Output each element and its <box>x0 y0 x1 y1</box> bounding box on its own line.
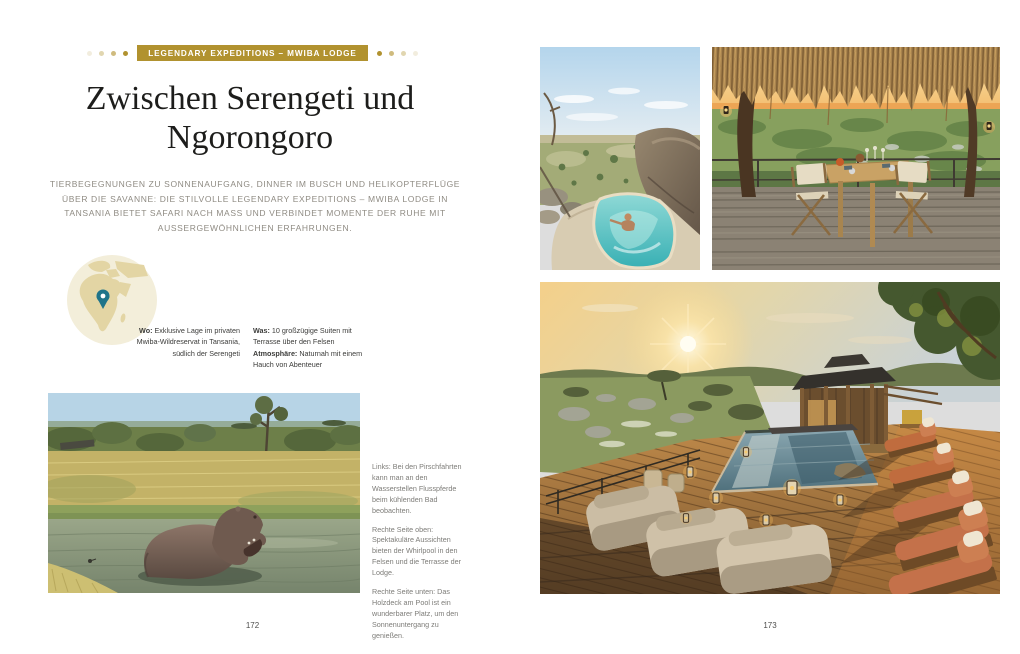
photo-whirlpool-rocks <box>540 47 700 270</box>
fact-what-text: 10 großzügige Suiten mit Terrasse über den Felsen <box>253 326 352 347</box>
dot-icon <box>389 51 394 56</box>
fact-where <box>122 325 240 359</box>
fact-what <box>253 325 371 370</box>
page-number-left: 172 <box>245 621 260 630</box>
article-title <box>20 79 480 157</box>
photo-dining-terrace <box>712 47 1000 270</box>
kicker-dots-right <box>377 51 418 56</box>
fact-what-label: Was: <box>253 326 270 335</box>
dot-icon <box>413 51 418 56</box>
photo-hippo-waterhole <box>48 393 360 593</box>
intro-paragraph: TIERBEGEGNUNGEN ZU SONNENAUFGANG, DINNER IM BUSCH UND HELIKOPTERFLÜGE ÜBER DIE SAVANNE: DIE STILVOLLE LEGENDARY EXPEDITIONS – MWIBA LODGE IN TANSANIA BIETET SAFARI NACH MASS UND VERBINDET MOMENTE DER RUHE MIT AUSSERGEWÖHNLICHEN ERFAHRUNGEN. <box>49 179 461 233</box>
dot-icon <box>377 51 382 56</box>
caption-right-page-top: Rechte Seite oben: Spektakuläre Aussichten bieten der Whirlpool in den Felsen und die Terrasse der Lodge. <box>372 524 461 578</box>
section-badge: LEGENDARY EXPEDITIONS – MWIBA LODGE <box>137 45 368 61</box>
kicker-row <box>0 45 505 61</box>
whirlpool-photo-graphic <box>540 47 700 270</box>
caption-left-photo: Links: Bei den Pirschfahrten kann man an den Wasserstellen Flusspferde beim kühlenden Bad beobachten. <box>372 462 462 515</box>
dot-icon <box>87 51 92 56</box>
photo-pool-deck-sunset <box>540 282 1000 594</box>
fact-where-text: Exklusive Lage im privaten Mwiba-Wildreservat in Tansania, südlich der Serengeti <box>136 326 240 358</box>
kicker-dots-left <box>87 51 128 56</box>
page-right <box>510 0 1020 654</box>
caption-right-page-bottom: Rechte Seite unten: Das Holzdeck am Pool ist ein wunderbarer Platz, um den Sonnenuntergang zu genießen. <box>372 587 459 640</box>
dot-icon <box>401 51 406 56</box>
fact-atmosphere-label: Atmosphäre: <box>253 348 298 358</box>
dot-icon <box>111 51 116 56</box>
dining-photo-graphic <box>712 47 1000 270</box>
article-title-line1: Zwischen Serengeti und <box>85 80 415 117</box>
fact-atmosphere-text: Naturnah mit einem Hauch von Abenteuer <box>253 348 363 369</box>
fact-atmosphere-line <box>253 348 371 371</box>
pool-deck-photo-graphic <box>540 282 1000 594</box>
fact-what-line <box>253 325 371 348</box>
page-number-right: 173 <box>763 621 777 630</box>
fact-where-label: Wo: <box>139 326 153 335</box>
dot-icon <box>99 51 104 56</box>
hippo-photo-graphic <box>48 393 360 593</box>
article-title-line2: Ngorongoro <box>166 119 334 156</box>
dot-icon <box>123 51 128 56</box>
